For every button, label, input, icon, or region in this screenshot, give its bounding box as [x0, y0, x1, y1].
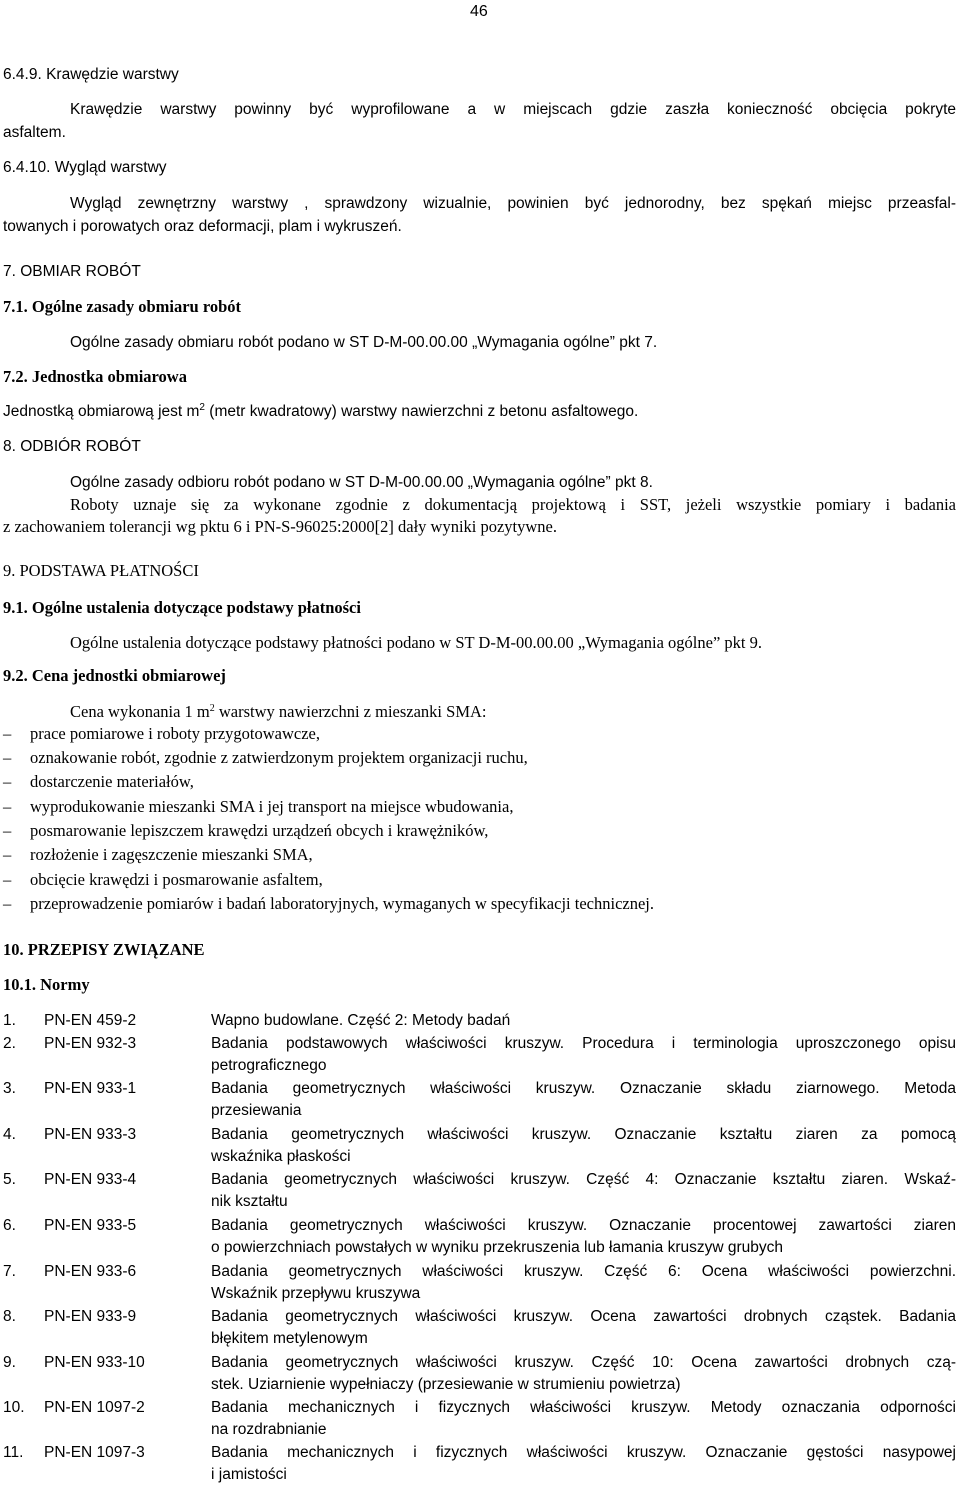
norm-number: 9.: [3, 1354, 16, 1371]
norm-description-cont: stek. Uziarnienie wypełniaczy (przesiewanie w strumieniu powietrza): [211, 1376, 681, 1393]
dash-bullet: –: [3, 748, 12, 767]
norm-code: PN-EN 933-5: [44, 1217, 137, 1234]
section-8-text1: Ogólne zasady odbioru robót podano w ST D-M-00.00.00 „Wymagania ogólne” pkt 8.: [70, 474, 653, 491]
norm-description: Badania geometrycznych właściwości kruszyw. Część 6: Ocena właściwości powierzchni.: [211, 1263, 956, 1280]
list-item-text: wyprodukowanie mieszanki SMA i jej transport na miejsce wbudowania,: [30, 797, 514, 816]
norm-code: PN-EN 933-10: [44, 1354, 145, 1371]
norm-description-cont: o powierzchniach powstałych w wyniku przekruszenia lub łamania kruszyw grubych: [211, 1239, 784, 1256]
section-6-4-10-para-line2: towanych i porowatych oraz deformacji, plam i wykruszeń.: [3, 218, 402, 235]
norm-description-cont: Wskaźnik przepływu kruszywa: [211, 1285, 421, 1302]
list-item: [0, 844, 960, 867]
norm-number: 5.: [3, 1171, 16, 1188]
norm-description-cont: błękitem metylenowym: [211, 1330, 368, 1347]
section-6-4-9-heading: [3, 64, 179, 87]
section-7-1-text: Ogólne zasady obmiaru robót podano w ST D-M-00.00.00 „Wymagania ogólne” pkt 7.: [70, 334, 658, 351]
list-item: [0, 820, 960, 843]
norm-description: Badania geometrycznych właściwości kruszyw. Część 10: Ocena zawartości drobnych czą-: [211, 1354, 956, 1371]
section-7-heading: 7. OBMIAR ROBÓT: [3, 263, 141, 280]
list-item: [0, 747, 960, 770]
list-item: [0, 893, 960, 916]
norm-description: Badania geometrycznych właściwości kruszyw. Część 4: Oznaczanie kształtu ziaren. Wskaź-: [211, 1171, 956, 1188]
section-6-4-9-number: 6.4.9.: [3, 66, 42, 83]
section-6-4-10-heading: [3, 157, 167, 180]
list-item-text: prace pomiarowe i roboty przygotowawcze,: [30, 724, 321, 743]
norm-code: PN-EN 933-9: [44, 1308, 137, 1325]
norm-number: 4.: [3, 1126, 16, 1143]
norm-row: [0, 1010, 960, 1032]
section-10-heading: 10. PRZEPISY ZWIĄZANE: [3, 940, 205, 959]
norm-row: [0, 1078, 960, 1122]
norm-row: [0, 1215, 960, 1259]
norm-description: Badania geometrycznych właściwości kruszyw. Oznaczanie kształtu ziaren za pomocą: [211, 1126, 956, 1143]
norm-code: PN-EN 933-3: [44, 1126, 137, 1143]
norm-code: PN-EN 933-1: [44, 1080, 137, 1097]
norm-number: 7.: [3, 1263, 16, 1280]
norm-number: 8.: [3, 1308, 16, 1325]
page-number: 46: [470, 3, 488, 20]
norm-number: 2.: [3, 1035, 16, 1052]
list-item: [0, 869, 960, 892]
norm-description-cont: i jamistości: [211, 1466, 287, 1483]
norm-description: Badania mechanicznych i fizycznych właściwości kruszyw. Oznaczanie gęstości nasypowej: [211, 1444, 956, 1461]
section-8-heading: 8. ODBIÓR ROBÓT: [3, 438, 141, 455]
norm-number: 3.: [3, 1080, 16, 1097]
norm-description: Badania mechanicznych i fizycznych właściwości kruszyw. Metody oznaczania odporności: [211, 1399, 956, 1416]
section-9-2-intro: Cena wykonania 1 $m^2$ warstwy nawierzchni z mieszanki SMA:: [70, 702, 487, 721]
norm-number: 1.: [3, 1012, 16, 1029]
dash-bullet: –: [3, 772, 12, 791]
list-item-text: obcięcie krawędzi i posmarowanie asfaltem,: [30, 870, 323, 889]
list-item-text: dostarczenie materiałów,: [30, 772, 194, 791]
norm-row: [0, 1397, 960, 1441]
list-item-text: posmarowanie lepiszczem krawędzi urządzeń obcych i krawężników,: [30, 821, 489, 840]
norm-description-cont: wskaźnika płaskości: [211, 1148, 351, 1165]
norm-number: 11.: [3, 1444, 24, 1461]
norm-code: PN-EN 1097-2: [44, 1399, 145, 1416]
section-6-4-9-para-line1: Krawędzie warstwy powinny być wyprofilowane a w miejscach gdzie zaszła konieczność obcięcia pokryte: [70, 101, 956, 118]
norm-description: Badania geometrycznych właściwości kruszyw. Oznaczanie składu ziarnowego. Metoda: [211, 1080, 956, 1097]
norm-code: PN-EN 1097-3: [44, 1444, 145, 1461]
list-item: [0, 723, 960, 746]
list-item-text: rozłożenie i zagęszczenie mieszanki SMA,: [30, 845, 313, 864]
section-9-1-text: Ogólne ustalenia dotyczące podstawy płatności podano w ST D-M-00.00.00 „Wymagania ogólne” pkt 9.: [70, 633, 762, 652]
section-7-2-heading: 7.2. Jednostka obmiarowa: [3, 367, 187, 386]
norm-description: Badania geometrycznych właściwości kruszyw. Oznaczanie procentowej zawartości ziaren: [211, 1217, 956, 1234]
norm-description-cont: przesiewania: [211, 1102, 302, 1119]
norm-row: [0, 1352, 960, 1396]
section-6-4-10-title: Wygląd warstwy: [54, 159, 167, 176]
norm-description-cont: nik kształtu: [211, 1193, 288, 1210]
norm-row: [0, 1033, 960, 1077]
section-10-1-heading: 10.1. Normy: [3, 975, 90, 994]
norm-code: PN-EN 933-6: [44, 1263, 137, 1280]
section-6-4-9-title: Krawędzie warstwy: [46, 66, 179, 83]
dash-bullet: –: [3, 724, 12, 743]
section-8-text2-line2: z zachowaniem tolerancji wg pktu 6 i PN-S-96025:2000[2] dały wyniki pozytywne.: [3, 517, 558, 536]
dash-bullet: –: [3, 845, 12, 864]
norm-description-cont: petrograficznego: [211, 1057, 327, 1074]
list-item: [0, 796, 960, 819]
norm-code: PN-EN 459-2: [44, 1012, 137, 1029]
section-9-2-heading: 9.2. Cena jednostki obmiarowej: [3, 666, 226, 685]
norm-code: PN-EN 933-4: [44, 1171, 137, 1188]
norm-description: Badania podstawowych właściwości kruszyw. Procedura i terminologia uproszczonego opisu: [211, 1035, 956, 1052]
norm-code: PN-EN 932-3: [44, 1035, 137, 1052]
section-9-heading: 9. PODSTAWA PŁATNOŚCI: [3, 561, 199, 580]
dash-bullet: –: [3, 894, 12, 913]
section-6-4-9-para-line2: asfaltem.: [3, 124, 66, 141]
norm-description-cont: na rozdrabnianie: [211, 1421, 327, 1438]
norm-row: [0, 1306, 960, 1350]
dash-bullet: –: [3, 821, 12, 840]
dash-bullet: –: [3, 797, 12, 816]
norm-row: [0, 1442, 960, 1486]
norm-row: [0, 1169, 960, 1213]
norm-description: Badania geometrycznych właściwości kruszyw. Ocena zawartości drobnych cząstek. Badania: [211, 1308, 956, 1325]
norm-number: 6.: [3, 1217, 16, 1234]
list-item: [0, 771, 960, 794]
norm-description: Wapno budowlane. Część 2: Metody badań: [211, 1012, 511, 1029]
list-item-text: przeprowadzenie pomiarów i badań laboratoryjnych, wymaganych w specyfikacji technicznej.: [30, 894, 654, 913]
section-7-2-text: Jednostką obmiarową jest $m^2$ (metr kwadratowy) warstwy nawierzchni z betonu asfaltowego.: [3, 402, 639, 420]
section-8-text2-line1: Roboty uznaje się za wykonane zgodnie z dokumentacją projektową i SST, jeżeli wszystkie pomiary i badania: [70, 495, 956, 514]
norm-row: [0, 1261, 960, 1305]
section-6-4-10-number: 6.4.10.: [3, 159, 51, 176]
section-9-1-heading: 9.1. Ogólne ustalenia dotyczące podstawy płatności: [3, 598, 361, 617]
norm-number: 10.: [3, 1399, 25, 1416]
norm-row: [0, 1124, 960, 1168]
dash-bullet: –: [3, 870, 12, 889]
list-item-text: oznakowanie robót, zgodnie z zatwierdzonym projektem organizacji ruchu,: [30, 748, 528, 767]
section-7-1-heading: 7.1. Ogólne zasady obmiaru robót: [3, 297, 242, 316]
section-6-4-10-para-line1: Wygląd zewnętrzny warstwy , sprawdzony wizualnie, powinien być jednorodny, bez spękań miejsc przeasfal-: [70, 195, 956, 212]
